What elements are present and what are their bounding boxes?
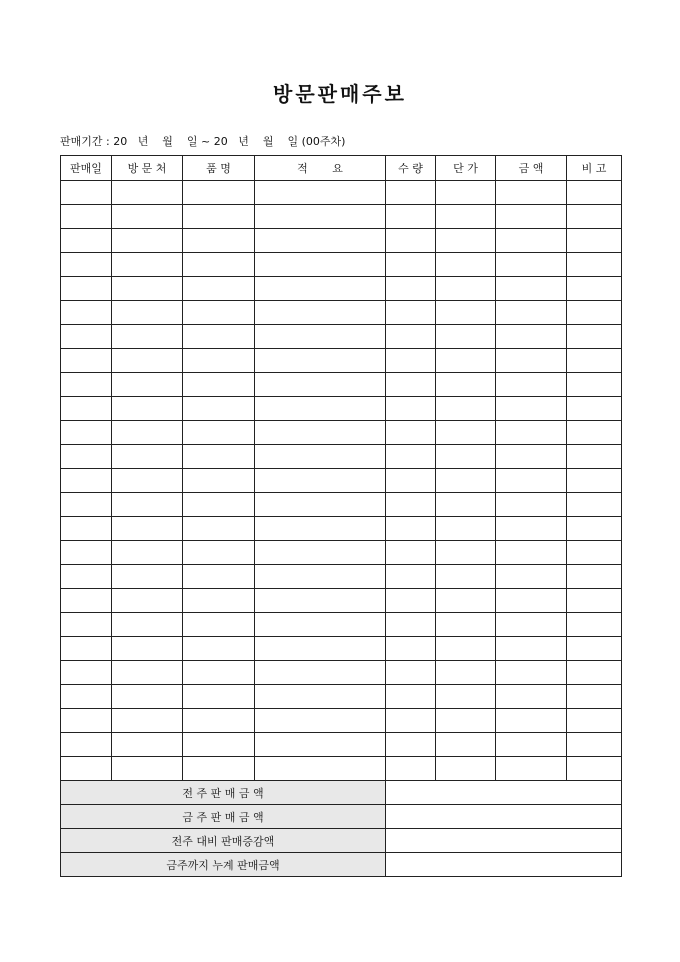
cell-sales-date[interactable] bbox=[61, 277, 112, 301]
cell-unit-price[interactable] bbox=[436, 565, 496, 589]
cell-description[interactable] bbox=[255, 661, 386, 685]
cell-unit-price[interactable] bbox=[436, 397, 496, 421]
cell-unit-price[interactable] bbox=[436, 205, 496, 229]
table-row bbox=[61, 205, 622, 229]
cell-description[interactable] bbox=[255, 253, 386, 277]
cell-unit-price[interactable] bbox=[436, 325, 496, 349]
cell-item-name[interactable] bbox=[183, 661, 255, 685]
summary-value-change[interactable] bbox=[386, 829, 622, 853]
cell-visit-place[interactable] bbox=[112, 229, 183, 253]
table-row bbox=[61, 637, 622, 661]
cell-visit-place[interactable] bbox=[112, 325, 183, 349]
cell-visit-place[interactable] bbox=[112, 469, 183, 493]
cell-sales-date[interactable] bbox=[61, 637, 112, 661]
cell-visit-place[interactable] bbox=[112, 373, 183, 397]
table-row bbox=[61, 493, 622, 517]
cell-visit-place[interactable] bbox=[112, 685, 183, 709]
cell-quantity[interactable] bbox=[386, 589, 436, 613]
cell-sales-date[interactable] bbox=[61, 469, 112, 493]
cell-unit-price[interactable] bbox=[436, 301, 496, 325]
cell-item-name[interactable] bbox=[183, 565, 255, 589]
cell-remarks[interactable] bbox=[567, 253, 622, 277]
header-quantity: 수 량 bbox=[386, 156, 436, 181]
cell-remarks[interactable] bbox=[567, 685, 622, 709]
cell-sales-date[interactable] bbox=[61, 589, 112, 613]
cell-remarks[interactable] bbox=[567, 589, 622, 613]
cell-sales-date[interactable] bbox=[61, 733, 112, 757]
cell-quantity[interactable] bbox=[386, 301, 436, 325]
cell-remarks[interactable] bbox=[567, 325, 622, 349]
cell-quantity[interactable] bbox=[386, 757, 436, 781]
table-row bbox=[61, 757, 622, 781]
cell-remarks[interactable] bbox=[567, 277, 622, 301]
table-row bbox=[61, 589, 622, 613]
cell-amount[interactable] bbox=[496, 709, 567, 733]
cell-quantity[interactable] bbox=[386, 253, 436, 277]
cell-amount[interactable] bbox=[496, 733, 567, 757]
cell-quantity[interactable] bbox=[386, 181, 436, 205]
cell-unit-price[interactable] bbox=[436, 589, 496, 613]
cell-quantity[interactable] bbox=[386, 373, 436, 397]
cell-description[interactable] bbox=[255, 277, 386, 301]
cell-visit-place[interactable] bbox=[112, 445, 183, 469]
cell-description[interactable] bbox=[255, 709, 386, 733]
summary-value-prev-week[interactable] bbox=[386, 781, 622, 805]
cell-item-name[interactable] bbox=[183, 181, 255, 205]
cell-quantity[interactable] bbox=[386, 277, 436, 301]
cell-amount[interactable] bbox=[496, 517, 567, 541]
cell-item-name[interactable] bbox=[183, 733, 255, 757]
cell-remarks[interactable] bbox=[567, 757, 622, 781]
cell-visit-place[interactable] bbox=[112, 637, 183, 661]
cell-quantity[interactable] bbox=[386, 685, 436, 709]
cell-unit-price[interactable] bbox=[436, 685, 496, 709]
cell-item-name[interactable] bbox=[183, 685, 255, 709]
cell-remarks[interactable] bbox=[567, 733, 622, 757]
cell-description[interactable] bbox=[255, 181, 386, 205]
cell-visit-place[interactable] bbox=[112, 493, 183, 517]
cell-amount[interactable] bbox=[496, 637, 567, 661]
cell-sales-date[interactable] bbox=[61, 685, 112, 709]
cell-sales-date[interactable] bbox=[61, 517, 112, 541]
cell-unit-price[interactable] bbox=[436, 349, 496, 373]
cell-amount[interactable] bbox=[496, 685, 567, 709]
cell-amount[interactable] bbox=[496, 565, 567, 589]
header-visit-place: 방 문 처 bbox=[112, 156, 183, 181]
cell-description[interactable] bbox=[255, 205, 386, 229]
cell-sales-date[interactable] bbox=[61, 613, 112, 637]
cell-amount[interactable] bbox=[496, 301, 567, 325]
cell-description[interactable] bbox=[255, 589, 386, 613]
summary-label-prev-week: 전 주 판 매 금 액 bbox=[61, 781, 386, 805]
cell-quantity[interactable] bbox=[386, 637, 436, 661]
summary-value-this-week[interactable] bbox=[386, 805, 622, 829]
cell-description[interactable] bbox=[255, 421, 386, 445]
cell-item-name[interactable] bbox=[183, 613, 255, 637]
cell-remarks[interactable] bbox=[567, 565, 622, 589]
header-item-name: 품 명 bbox=[183, 156, 255, 181]
cell-amount[interactable] bbox=[496, 421, 567, 445]
cell-remarks[interactable] bbox=[567, 469, 622, 493]
cell-amount[interactable] bbox=[496, 541, 567, 565]
cell-quantity[interactable] bbox=[386, 733, 436, 757]
summary-label-cumulative: 금주까지 누계 판매금액 bbox=[61, 853, 386, 877]
cell-description[interactable] bbox=[255, 637, 386, 661]
cell-remarks[interactable] bbox=[567, 637, 622, 661]
cell-sales-date[interactable] bbox=[61, 421, 112, 445]
cell-visit-place[interactable] bbox=[112, 205, 183, 229]
table-row bbox=[61, 229, 622, 253]
cell-amount[interactable] bbox=[496, 445, 567, 469]
cell-unit-price[interactable] bbox=[436, 253, 496, 277]
sales-report-table bbox=[60, 155, 622, 877]
cell-sales-date[interactable] bbox=[61, 205, 112, 229]
cell-description[interactable] bbox=[255, 229, 386, 253]
cell-sales-date[interactable] bbox=[61, 253, 112, 277]
table-row bbox=[61, 661, 622, 685]
summary-row bbox=[61, 805, 622, 829]
cell-description[interactable] bbox=[255, 349, 386, 373]
cell-remarks[interactable] bbox=[567, 229, 622, 253]
cell-amount[interactable] bbox=[496, 469, 567, 493]
cell-remarks[interactable] bbox=[567, 445, 622, 469]
cell-visit-place[interactable] bbox=[112, 301, 183, 325]
header-unit-price: 단 가 bbox=[436, 156, 496, 181]
cell-amount[interactable] bbox=[496, 253, 567, 277]
cell-visit-place[interactable] bbox=[112, 589, 183, 613]
cell-sales-date[interactable] bbox=[61, 757, 112, 781]
cell-visit-place[interactable] bbox=[112, 541, 183, 565]
cell-quantity[interactable] bbox=[386, 445, 436, 469]
cell-quantity[interactable] bbox=[386, 493, 436, 517]
cell-unit-price[interactable] bbox=[436, 517, 496, 541]
cell-quantity[interactable] bbox=[386, 709, 436, 733]
header-remarks: 비 고 bbox=[567, 156, 622, 181]
summary-row bbox=[61, 829, 622, 853]
cell-unit-price[interactable] bbox=[436, 637, 496, 661]
table-row bbox=[61, 421, 622, 445]
cell-item-name[interactable] bbox=[183, 205, 255, 229]
table-row bbox=[61, 349, 622, 373]
cell-item-name[interactable] bbox=[183, 589, 255, 613]
cell-item-name[interactable] bbox=[183, 349, 255, 373]
cell-visit-place[interactable] bbox=[112, 757, 183, 781]
cell-sales-date[interactable] bbox=[61, 181, 112, 205]
table-row bbox=[61, 301, 622, 325]
cell-sales-date[interactable] bbox=[61, 397, 112, 421]
cell-sales-date[interactable] bbox=[61, 445, 112, 469]
cell-sales-date[interactable] bbox=[61, 493, 112, 517]
cell-unit-price[interactable] bbox=[436, 709, 496, 733]
cell-description[interactable] bbox=[255, 493, 386, 517]
cell-remarks[interactable] bbox=[567, 397, 622, 421]
header-description: 적 요 bbox=[255, 156, 386, 181]
cell-description[interactable] bbox=[255, 397, 386, 421]
table-row bbox=[61, 709, 622, 733]
sales-period-line: 판매기간 : 20 년 월 일 ~ 20 년 월 일 (00주차) bbox=[60, 135, 346, 148]
cell-item-name[interactable] bbox=[183, 637, 255, 661]
cell-remarks[interactable] bbox=[567, 517, 622, 541]
cell-amount[interactable] bbox=[496, 493, 567, 517]
cell-amount[interactable] bbox=[496, 757, 567, 781]
cell-unit-price[interactable] bbox=[436, 757, 496, 781]
cell-remarks[interactable] bbox=[567, 613, 622, 637]
cell-quantity[interactable] bbox=[386, 229, 436, 253]
cell-description[interactable] bbox=[255, 565, 386, 589]
cell-remarks[interactable] bbox=[567, 709, 622, 733]
cell-amount[interactable] bbox=[496, 397, 567, 421]
cell-quantity[interactable] bbox=[386, 613, 436, 637]
header-sales-date: 판매일 bbox=[61, 156, 112, 181]
table-row bbox=[61, 469, 622, 493]
cell-amount[interactable] bbox=[496, 589, 567, 613]
cell-remarks[interactable] bbox=[567, 373, 622, 397]
cell-visit-place[interactable] bbox=[112, 181, 183, 205]
cell-sales-date[interactable] bbox=[61, 541, 112, 565]
cell-unit-price[interactable] bbox=[436, 541, 496, 565]
cell-remarks[interactable] bbox=[567, 349, 622, 373]
cell-quantity[interactable] bbox=[386, 517, 436, 541]
cell-item-name[interactable] bbox=[183, 421, 255, 445]
table-row bbox=[61, 397, 622, 421]
table-row bbox=[61, 373, 622, 397]
cell-description[interactable] bbox=[255, 517, 386, 541]
cell-quantity[interactable] bbox=[386, 661, 436, 685]
cell-amount[interactable] bbox=[496, 613, 567, 637]
cell-amount[interactable] bbox=[496, 349, 567, 373]
cell-item-name[interactable] bbox=[183, 709, 255, 733]
cell-amount[interactable] bbox=[496, 229, 567, 253]
cell-description[interactable] bbox=[255, 685, 386, 709]
cell-amount[interactable] bbox=[496, 277, 567, 301]
cell-description[interactable] bbox=[255, 301, 386, 325]
cell-remarks[interactable] bbox=[567, 661, 622, 685]
cell-item-name[interactable] bbox=[183, 493, 255, 517]
cell-unit-price[interactable] bbox=[436, 613, 496, 637]
summary-label-change: 전주 대비 판매증감액 bbox=[61, 829, 386, 853]
cell-visit-place[interactable] bbox=[112, 709, 183, 733]
cell-quantity[interactable] bbox=[386, 469, 436, 493]
cell-sales-date[interactable] bbox=[61, 661, 112, 685]
cell-visit-place[interactable] bbox=[112, 565, 183, 589]
cell-visit-place[interactable] bbox=[112, 517, 183, 541]
cell-quantity[interactable] bbox=[386, 541, 436, 565]
cell-item-name[interactable] bbox=[183, 229, 255, 253]
cell-remarks[interactable] bbox=[567, 493, 622, 517]
table-row bbox=[61, 181, 622, 205]
table-row bbox=[61, 541, 622, 565]
cell-unit-price[interactable] bbox=[436, 229, 496, 253]
table-row bbox=[61, 565, 622, 589]
cell-item-name[interactable] bbox=[183, 325, 255, 349]
cell-remarks[interactable] bbox=[567, 301, 622, 325]
cell-quantity[interactable] bbox=[386, 325, 436, 349]
cell-sales-date[interactable] bbox=[61, 229, 112, 253]
table-row bbox=[61, 517, 622, 541]
cell-visit-place[interactable] bbox=[112, 661, 183, 685]
cell-quantity[interactable] bbox=[386, 397, 436, 421]
cell-unit-price[interactable] bbox=[436, 493, 496, 517]
cell-item-name[interactable] bbox=[183, 757, 255, 781]
cell-sales-date[interactable] bbox=[61, 373, 112, 397]
cell-description[interactable] bbox=[255, 325, 386, 349]
cell-quantity[interactable] bbox=[386, 349, 436, 373]
cell-sales-date[interactable] bbox=[61, 565, 112, 589]
cell-item-name[interactable] bbox=[183, 445, 255, 469]
cell-sales-date[interactable] bbox=[61, 349, 112, 373]
cell-quantity[interactable] bbox=[386, 205, 436, 229]
cell-item-name[interactable] bbox=[183, 373, 255, 397]
table-row bbox=[61, 325, 622, 349]
table-row bbox=[61, 253, 622, 277]
table-row bbox=[61, 277, 622, 301]
cell-unit-price[interactable] bbox=[436, 445, 496, 469]
cell-description[interactable] bbox=[255, 445, 386, 469]
cell-description[interactable] bbox=[255, 469, 386, 493]
cell-remarks[interactable] bbox=[567, 541, 622, 565]
summary-value-cumulative[interactable] bbox=[386, 853, 622, 877]
cell-amount[interactable] bbox=[496, 325, 567, 349]
table-row bbox=[61, 733, 622, 757]
cell-sales-date[interactable] bbox=[61, 709, 112, 733]
cell-visit-place[interactable] bbox=[112, 421, 183, 445]
cell-description[interactable] bbox=[255, 373, 386, 397]
cell-visit-place[interactable] bbox=[112, 397, 183, 421]
cell-visit-place[interactable] bbox=[112, 277, 183, 301]
cell-description[interactable] bbox=[255, 541, 386, 565]
cell-item-name[interactable] bbox=[183, 469, 255, 493]
cell-visit-place[interactable] bbox=[112, 733, 183, 757]
cell-visit-place[interactable] bbox=[112, 253, 183, 277]
cell-unit-price[interactable] bbox=[436, 277, 496, 301]
cell-item-name[interactable] bbox=[183, 277, 255, 301]
cell-visit-place[interactable] bbox=[112, 349, 183, 373]
cell-amount[interactable] bbox=[496, 373, 567, 397]
cell-amount[interactable] bbox=[496, 205, 567, 229]
page-title: 방문판매주보 bbox=[273, 82, 407, 106]
cell-remarks[interactable] bbox=[567, 205, 622, 229]
cell-unit-price[interactable] bbox=[436, 373, 496, 397]
cell-item-name[interactable] bbox=[183, 253, 255, 277]
summary-row bbox=[61, 853, 622, 877]
cell-unit-price[interactable] bbox=[436, 661, 496, 685]
header-row bbox=[61, 156, 622, 181]
cell-item-name[interactable] bbox=[183, 301, 255, 325]
cell-item-name[interactable] bbox=[183, 397, 255, 421]
cell-unit-price[interactable] bbox=[436, 733, 496, 757]
cell-quantity[interactable] bbox=[386, 421, 436, 445]
cell-unit-price[interactable] bbox=[436, 181, 496, 205]
cell-sales-date[interactable] bbox=[61, 325, 112, 349]
cell-unit-price[interactable] bbox=[436, 469, 496, 493]
cell-description[interactable] bbox=[255, 757, 386, 781]
cell-remarks[interactable] bbox=[567, 181, 622, 205]
table-row bbox=[61, 685, 622, 709]
cell-visit-place[interactable] bbox=[112, 613, 183, 637]
cell-description[interactable] bbox=[255, 613, 386, 637]
cell-description[interactable] bbox=[255, 733, 386, 757]
cell-unit-price[interactable] bbox=[436, 421, 496, 445]
table-row bbox=[61, 613, 622, 637]
cell-item-name[interactable] bbox=[183, 541, 255, 565]
table-row bbox=[61, 445, 622, 469]
summary-row bbox=[61, 781, 622, 805]
cell-amount[interactable] bbox=[496, 661, 567, 685]
cell-amount[interactable] bbox=[496, 181, 567, 205]
cell-item-name[interactable] bbox=[183, 517, 255, 541]
summary-label-this-week: 금 주 판 매 금 액 bbox=[61, 805, 386, 829]
cell-quantity[interactable] bbox=[386, 565, 436, 589]
header-amount: 금 액 bbox=[496, 156, 567, 181]
cell-remarks[interactable] bbox=[567, 421, 622, 445]
cell-sales-date[interactable] bbox=[61, 301, 112, 325]
